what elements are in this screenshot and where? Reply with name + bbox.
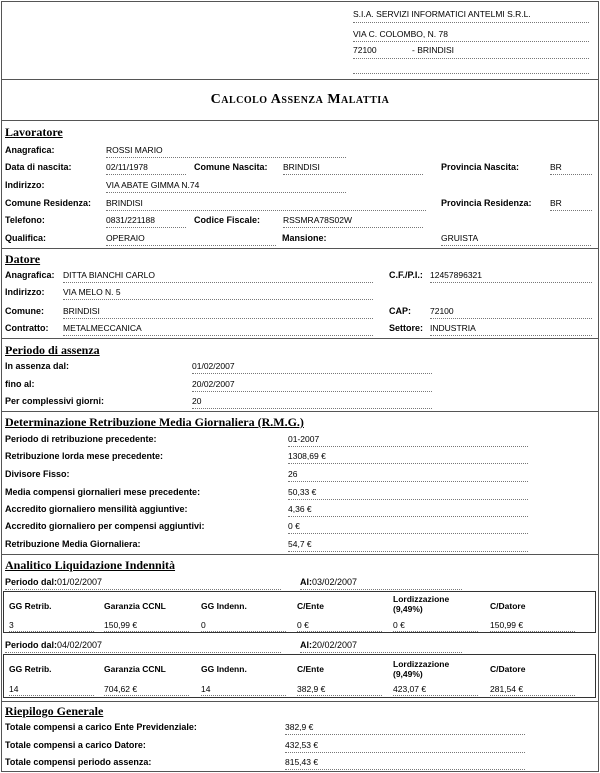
dotted-line [288,533,528,534]
field-label: Indirizzo: [5,180,45,190]
divider [2,554,598,555]
field-label: Telefono: [5,215,45,225]
dotted-line [353,22,589,23]
dotted-line [490,695,575,696]
dotted-line [106,245,276,246]
summary-row-label: Totale compensi periodo assenza: [5,757,152,767]
dotted-line [285,769,525,770]
dotted-line [430,335,592,336]
dotted-line [5,652,281,653]
field-label: Anagrafica: [5,270,55,280]
column-header: Lordizzazione (9,49%) [393,594,450,614]
section-heading-analitico: Analitico Liquidazione Indennità [5,558,176,572]
rmg-row-value: 26 [288,469,298,479]
section-heading-rmg: Determinazione Retribuzione Media Giornaliera (R.M.G.) [5,415,304,429]
column-header: GG Retrib. [9,601,52,611]
table-cell: 14 [201,684,211,694]
summary-row-value: 382,9 € [285,722,314,732]
dotted-line [288,446,528,447]
field-label: C.F./P.I.: [389,270,423,280]
dotted-line [201,631,286,632]
summary-row-value: 432,53 € [285,740,319,750]
summary-row-value: 815,43 € [285,757,319,767]
column-header: C/Datore [490,601,526,611]
dotted-line [106,192,346,193]
divider [2,411,598,412]
worker-residence-city: BRINDISI [106,198,143,208]
rmg-row-value: 1308,69 € [288,451,326,461]
dotted-line [550,174,592,175]
worker-job: GRUISTA [441,233,479,243]
worker-qualification: OPERAIO [106,233,145,243]
table-cell: 0 € [393,620,405,630]
worker-residence-province: BR [550,198,562,208]
section-heading-periodo: Periodo di assenza [5,343,100,357]
dotted-line [393,631,478,632]
dotted-line [430,282,592,283]
page-title: Calcolo Assenza Malattia [210,92,390,107]
dotted-line [104,695,189,696]
column-header: GG Retrib. [9,664,52,674]
period-from-value: 04/02/2007 [57,640,103,650]
rmg-row-value: 50,33 € [288,487,317,497]
field-label: Mansione: [282,233,327,243]
dotted-line [288,551,528,552]
liquidation-table-2 [3,654,596,698]
dotted-line [63,299,373,300]
column-header: C/Ente [297,664,324,674]
divider [2,248,598,249]
column-header: GG Indenn. [201,664,247,674]
table-cell: 3 [9,620,14,630]
field-label: Provincia Nascita: [441,162,520,172]
field-label: Contratto: [5,323,49,333]
field-label: Anagrafica: [5,145,55,155]
dotted-line [63,318,373,319]
column-header: Garanzia CCNL [104,664,166,674]
dotted-line [288,463,528,464]
summary-row-label: Totale compensi a carico Datore: [5,740,146,750]
table-cell: 14 [9,684,19,694]
field-label: Comune: [5,306,44,316]
worker-address: VIA ABATE GIMMA N.74 [106,180,200,190]
dotted-line [192,391,432,392]
worker-birth-province: BR [550,162,562,172]
dotted-line [9,695,94,696]
employer-cap: 72100 [430,306,454,316]
field-label: Codice Fiscale: [194,215,261,225]
dotted-line [353,58,589,59]
company-city: - BRINDISI [412,45,455,55]
dotted-line [63,282,373,283]
rmg-row-label: Periodo di retribuzione precedente: [5,434,157,444]
dotted-line [297,695,382,696]
dotted-line [288,481,528,482]
table-cell: 382,9 € [297,684,326,694]
dotted-line [288,516,528,517]
period-to-label: Al:20/02/2007 [300,640,358,650]
dotted-line [5,589,281,590]
dotted-line [430,318,592,319]
field-label: Provincia Residenza: [441,198,532,208]
rmg-row-label: Media compensi giornalieri mese precedente: [5,487,201,497]
table-cell: 704,62 € [104,684,138,694]
field-label: Indirizzo: [5,287,45,297]
rmg-row-label: Accredito giornaliero per compensi aggiuntivi: [5,521,205,531]
field-label: CAP: [389,306,411,316]
field-label: Settore: [389,323,424,333]
dotted-line [300,652,462,653]
section-heading-lavoratore: Lavoratore [5,125,63,139]
table-cell: 281,54 € [490,684,524,694]
dotted-line [441,245,591,246]
company-address: VIA C. COLOMBO, N. 78 [353,29,448,39]
document-page [1,1,599,772]
dotted-line [393,695,478,696]
dotted-line [192,408,432,409]
period-from-label: Periodo dal:01/02/2007 [5,577,103,587]
section-heading-datore: Datore [5,252,41,266]
employer-vat: 12457896321 [430,270,483,280]
summary-row-label: Totale compensi a carico Ente Previdenziale: [5,722,197,732]
absence-from: 01/02/2007 [192,361,235,371]
field-label: Comune Nascita: [194,162,268,172]
dotted-line [192,373,432,374]
section-heading-riepilogo: Riepilogo Generale [5,704,104,718]
absence-to: 20/02/2007 [192,379,235,389]
field-label: fino al: [5,379,35,389]
dotted-line [106,210,426,211]
absence-days: 20 [192,396,202,406]
rmg-row-value: 54,7 € [288,539,312,549]
field-label: Comune Residenza: [5,198,92,208]
dotted-line [283,174,423,175]
table-cell: 0 € [297,620,309,630]
divider [2,120,598,121]
field-label: Data di nascita: [5,162,72,172]
table-cell: 150,99 € [104,620,138,630]
dotted-line [353,41,589,42]
rmg-row-value: 01-2007 [288,434,320,444]
dotted-line [63,335,373,336]
field-label: Qualifica: [5,233,47,243]
table-cell: 0 [201,620,206,630]
employer-sector: INDUSTRIA [430,323,476,333]
dotted-line [106,174,186,175]
column-header: C/Datore [490,664,526,674]
rmg-row-label: Accredito giornaliero mensilità aggiuntive: [5,504,188,514]
period-to-value: 20/02/2007 [312,640,358,650]
dotted-line [300,589,462,590]
company-cap: 72100 [353,45,377,55]
divider [2,701,598,702]
worker-tax-code: RSSMRA78S02W [283,215,352,225]
dotted-line [490,631,575,632]
period-to-label: Al:03/02/2007 [300,577,358,587]
column-header: GG Indenn. [201,601,247,611]
period-to-value: 03/02/2007 [312,577,358,587]
dotted-line [106,227,186,228]
table-cell: 150,99 € [490,620,524,630]
dotted-line [285,734,525,735]
worker-birth-date: 02/11/1978 [106,162,148,172]
rmg-row-label: Retribuzione lorda mese precedente: [5,451,164,461]
column-header: C/Ente [297,601,324,611]
dotted-line [297,631,382,632]
column-header: Garanzia CCNL [104,601,166,611]
rmg-row-value: 4,36 € [288,504,312,514]
rmg-row-label: Retribuzione Media Giornaliera: [5,539,141,549]
employer-contract: METALMECCANICA [63,323,142,333]
field-label: In assenza dal: [5,361,70,371]
worker-phone: 0831/221188 [106,215,156,225]
dotted-line [104,631,189,632]
column-header: Lordizzazione (9,49%) [393,659,450,679]
table-cell: 423,07 € [393,684,427,694]
period-from-label: Periodo dal:04/02/2007 [5,640,103,650]
divider [2,79,598,80]
worker-anagrafica: ROSSI MARIO [106,145,163,155]
employer-address: VIA MELO N. 5 [63,287,121,297]
employer-anagrafica: DITTA BIANCHI CARLO [63,270,155,280]
dotted-line [201,695,286,696]
liquidation-table-1 [3,591,596,633]
employer-city: BRINDISI [63,306,100,316]
dotted-line [283,227,423,228]
worker-birth-city: BRINDISI [283,162,320,172]
dotted-line [106,157,346,158]
dotted-line [288,499,528,500]
dotted-line [550,210,592,211]
rmg-row-value: 0 € [288,521,300,531]
company-name: S.I.A. SERVIZI INFORMATICI ANTELMI S.R.L. [353,9,531,19]
dotted-line [9,631,94,632]
field-label: Per complessivi giorni: [5,396,105,406]
dotted-line [285,752,525,753]
rmg-row-label: Divisore Fisso: [5,469,70,479]
divider [2,338,598,339]
period-from-value: 01/02/2007 [57,577,103,587]
dotted-line [353,73,589,74]
